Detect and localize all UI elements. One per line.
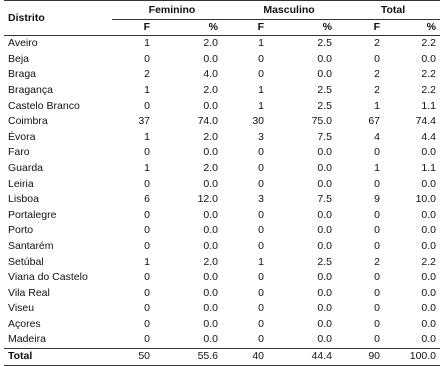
header-f-total: F [373, 20, 381, 33]
cell-f3: 0 [374, 333, 381, 346]
cell-p3: 100.0 [390, 349, 440, 366]
cell-f1: 2 [144, 68, 150, 81]
cell-f3: 0 [374, 317, 381, 330]
cell-p1: 2.0 [203, 83, 219, 96]
cell-p1: 0.0 [203, 286, 219, 299]
cell-p2: 0.0 [317, 271, 333, 284]
cell-f2: 1 [258, 99, 265, 112]
cell-f3: 9 [374, 193, 381, 206]
cell-f2: 0 [258, 224, 265, 237]
cell-f1: 1 [144, 37, 150, 50]
cell-f3: 4 [374, 130, 381, 143]
distrito-name: Bragança [8, 83, 53, 96]
cell-f2: 0 [258, 286, 265, 299]
table-row [4, 177, 440, 193]
table-row [4, 301, 440, 317]
cell-p3: 4.4 [421, 130, 437, 143]
cell-p1: 0.0 [203, 99, 219, 112]
header-row-groups [4, 1, 440, 20]
table-row [4, 332, 440, 348]
header-f-feminino: F [143, 20, 150, 33]
cell-p2: 0.0 [317, 146, 333, 159]
cell-p1: 0.0 [203, 239, 219, 252]
cell-p2: 0.0 [317, 208, 333, 221]
cell-f3: 2 [374, 37, 381, 50]
cell-p3: 0.0 [421, 317, 437, 330]
cell-f1: 0 [144, 99, 150, 112]
table-row [4, 130, 440, 146]
cell-f2: 40 [232, 349, 274, 366]
cell-p3: 1.1 [421, 99, 437, 112]
table-row [4, 161, 440, 177]
distrito-name: Portalegre [8, 208, 57, 221]
cell-f3: 0 [374, 208, 381, 221]
cell-f1: 37 [138, 115, 150, 128]
cell-f1: 0 [144, 317, 150, 330]
distrito-name: Viana do Castelo [8, 271, 88, 284]
header-feminino: Feminino [112, 1, 232, 20]
cell-f1: 1 [144, 83, 150, 96]
cell-f3: 0 [374, 52, 381, 65]
cell-f3: 0 [374, 271, 381, 284]
cell-f3: 2 [374, 83, 381, 96]
cell-p2: 0.0 [317, 68, 333, 81]
cell-p2: 0.0 [317, 239, 333, 252]
cell-f1: 0 [144, 177, 150, 190]
cell-f2: 0 [258, 271, 265, 284]
cell-p1: 4.0 [203, 68, 219, 81]
cell-f1: 0 [144, 271, 150, 284]
cell-p1: 0.0 [203, 52, 219, 65]
table-row [4, 36, 440, 52]
table-row [4, 270, 440, 286]
cell-p3: 0.0 [421, 239, 437, 252]
cell-p3: 0.0 [421, 177, 437, 190]
cell-p2: 75.0 [311, 115, 333, 128]
total-row [4, 349, 440, 366]
cell-p3: 1.1 [421, 161, 437, 174]
cell-p3: 0.0 [421, 271, 437, 284]
cell-f2: 3 [258, 193, 265, 206]
cell-f1: 50 [112, 349, 160, 366]
cell-p2: 0.0 [317, 161, 333, 174]
header-f-masculino: F [257, 20, 265, 33]
table-row [4, 67, 440, 83]
cell-p3: 2.2 [421, 68, 437, 81]
header-pct-masculino: % [322, 20, 333, 33]
cell-p3: 74.4 [415, 115, 437, 128]
distrito-name: Viseu [8, 302, 35, 315]
cell-f2: 0 [258, 333, 265, 346]
table-row [4, 286, 440, 302]
cell-p3: 0.0 [421, 52, 437, 65]
cell-f1: 0 [144, 302, 150, 315]
table-row [4, 317, 440, 333]
total-label: Total [4, 349, 112, 366]
cell-p2: 0.0 [317, 302, 333, 315]
cell-f2: 0 [258, 161, 265, 174]
cell-f1: 0 [144, 239, 150, 252]
distrito-name: Açores [8, 317, 41, 330]
cell-f2: 0 [258, 68, 265, 81]
distrito-table [4, 0, 440, 366]
cell-f3: 0 [374, 146, 381, 159]
header-masculino: Masculino [232, 1, 346, 20]
cell-f2: 30 [252, 115, 265, 128]
cell-f1: 1 [144, 161, 150, 174]
table-row [4, 52, 440, 68]
cell-f2: 3 [258, 130, 265, 143]
cell-f3: 0 [374, 302, 381, 315]
distrito-name: Santarém [8, 239, 54, 252]
table-row [4, 99, 440, 115]
cell-f3: 0 [374, 224, 381, 237]
cell-f1: 0 [144, 286, 150, 299]
cell-p1: 0.0 [203, 208, 219, 221]
cell-f2: 0 [258, 52, 265, 65]
cell-p3: 0.0 [421, 286, 437, 299]
cell-p2: 0.0 [317, 224, 333, 237]
distrito-name: Lisboa [8, 193, 39, 206]
cell-p1: 55.6 [160, 349, 232, 366]
cell-f1: 0 [144, 146, 150, 159]
cell-p3: 0.0 [421, 224, 437, 237]
cell-f1: 6 [144, 193, 150, 206]
table-row [4, 83, 440, 99]
cell-p1: 0.0 [203, 177, 219, 190]
table-row [4, 223, 440, 239]
cell-p2: 2.5 [317, 37, 333, 50]
distrito-name: Setúbal [8, 255, 44, 268]
distrito-name: Porto [8, 224, 34, 237]
table-row [4, 192, 440, 208]
cell-p1: 0.0 [203, 302, 219, 315]
cell-f2: 1 [258, 255, 265, 268]
distrito-name: Aveiro [8, 37, 38, 50]
header-pct-total: % [426, 20, 437, 33]
cell-p2: 2.5 [317, 83, 333, 96]
distrito-name: Leiria [8, 177, 34, 190]
header-total: Total [346, 1, 440, 20]
cell-f2: 0 [258, 317, 265, 330]
cell-f3: 0 [374, 239, 381, 252]
distrito-name: Faro [8, 146, 30, 159]
cell-f1: 0 [144, 52, 150, 65]
cell-p3: 0.0 [421, 302, 437, 315]
cell-f1: 0 [144, 208, 150, 221]
cell-p2: 0.0 [317, 286, 333, 299]
cell-p2: 2.5 [317, 255, 333, 268]
cell-f3: 0 [374, 177, 381, 190]
distrito-name: Coimbra [8, 115, 48, 128]
header-distrito: Distrito [8, 12, 45, 25]
cell-f3: 2 [374, 255, 381, 268]
cell-p2: 0.0 [317, 317, 333, 330]
table-row [4, 208, 440, 224]
distrito-name: Madeira [8, 333, 46, 346]
cell-f3: 67 [368, 115, 381, 128]
cell-f3: 1 [374, 161, 381, 174]
cell-p1: 12.0 [197, 193, 219, 206]
cell-p1: 0.0 [203, 271, 219, 284]
table-row [4, 255, 440, 271]
cell-f1: 1 [144, 255, 150, 268]
cell-f3: 1 [374, 99, 381, 112]
table-row [4, 145, 440, 161]
cell-p3: 0.0 [421, 333, 437, 346]
cell-f2: 0 [258, 239, 265, 252]
cell-p1: 0.0 [203, 333, 219, 346]
cell-p1: 74.0 [197, 115, 219, 128]
cell-f3: 2 [374, 68, 381, 81]
cell-f1: 1 [144, 130, 150, 143]
cell-p1: 0.0 [203, 146, 219, 159]
cell-p3: 10.0 [415, 193, 437, 206]
cell-f2: 0 [258, 208, 265, 221]
cell-p2: 0.0 [317, 177, 333, 190]
cell-f3: 0 [374, 286, 381, 299]
cell-p1: 0.0 [203, 224, 219, 237]
table-row [4, 114, 440, 130]
header-pct-feminino: % [208, 20, 219, 33]
cell-p1: 2.0 [203, 161, 219, 174]
cell-p3: 0.0 [421, 208, 437, 221]
cell-p2: 7.5 [317, 130, 333, 143]
cell-p2: 44.4 [274, 349, 346, 366]
cell-p2: 2.5 [317, 99, 333, 112]
cell-p1: 2.0 [203, 130, 219, 143]
cell-p3: 2.2 [421, 37, 437, 50]
cell-f2: 1 [258, 83, 265, 96]
distrito-name: Guarda [8, 161, 44, 174]
cell-p1: 0.0 [203, 317, 219, 330]
cell-p2: 0.0 [317, 52, 333, 65]
cell-f2: 0 [258, 302, 265, 315]
cell-p1: 2.0 [203, 255, 219, 268]
distrito-name: Castelo Branco [8, 99, 80, 112]
cell-f2: 0 [258, 177, 265, 190]
cell-p1: 2.0 [203, 37, 219, 50]
cell-f2: 0 [258, 146, 265, 159]
cell-p2: 7.5 [317, 193, 333, 206]
cell-p3: 2.2 [421, 83, 437, 96]
table-row [4, 239, 440, 255]
distrito-name: Beja [8, 52, 30, 65]
cell-f1: 0 [144, 333, 150, 346]
cell-f3: 90 [346, 349, 390, 366]
distrito-name: Braga [8, 68, 37, 81]
cell-f1: 0 [144, 224, 150, 237]
cell-p3: 2.2 [421, 255, 437, 268]
cell-p3: 0.0 [421, 146, 437, 159]
distrito-name: Vila Real [8, 286, 50, 299]
cell-p2: 0.0 [317, 333, 333, 346]
cell-f2: 1 [258, 37, 265, 50]
distrito-name: Évora [8, 130, 36, 143]
